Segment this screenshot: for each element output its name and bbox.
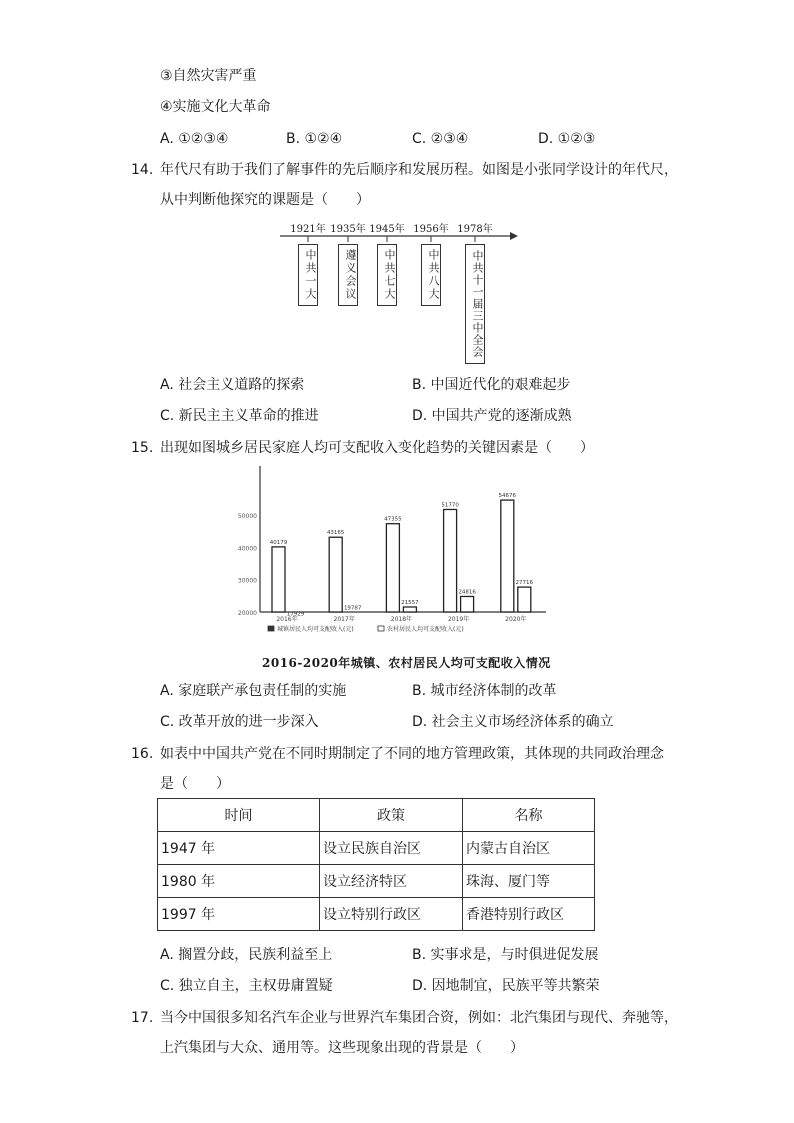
table-cell: 设立经济特区 [320, 865, 463, 898]
timeline-event-box: 中共八大 [421, 244, 441, 306]
q14-option-a[interactable]: A. 社会主义道路的探索 [160, 377, 305, 393]
bar-value-label: 43165 [326, 530, 345, 537]
q16-option-b[interactable]: B. 实事求是，与时俱进促发展 [412, 947, 599, 963]
table-cell: 设立民族自治区 [320, 832, 463, 865]
table-row [158, 865, 595, 898]
legend-swatch [268, 626, 274, 631]
q16-option-a[interactable]: A. 搁置分歧，民族利益至上 [160, 947, 333, 963]
q14-option-b[interactable]: B. 中国近代化的艰难起步 [412, 377, 571, 393]
bar-urban [329, 537, 342, 612]
timeline-year: 1921年 [290, 224, 326, 235]
q17-stem-line2: 上汽集团与大众、通用等。这些现象出现的背景是（ ） [160, 1040, 524, 1056]
q16-stem-line2: 是（ ） [160, 776, 230, 792]
timeline-year: 1935年 [330, 224, 366, 235]
table-cell: 1980 年 [158, 865, 320, 898]
table-cell: 设立特别行政区 [320, 898, 463, 931]
table-header-row [158, 799, 595, 832]
q17-number: 17. [131, 1010, 154, 1026]
q13-option-b[interactable]: B. ①②④ [286, 131, 343, 147]
q15-option-c[interactable]: C. 改革开放的进一步深入 [160, 714, 319, 730]
timeline-event-box: 中共一大 [298, 244, 318, 306]
legend-entry: 农村居民人均可支配收入(元) [387, 626, 464, 633]
timeline-event-box: 中共七大 [377, 244, 397, 306]
q13-item-4: ④实施文化大革命 [160, 99, 271, 115]
table-row [158, 832, 595, 865]
table-cell: 香港特别行政区 [463, 898, 595, 931]
bar-value-label: 47355 [384, 516, 402, 523]
q16-option-c[interactable]: C. 独立自主，主权毋庸置疑 [160, 978, 333, 994]
policy-table [157, 798, 595, 931]
q13-option-d[interactable]: D. ①②③ [538, 131, 596, 147]
table-header-cell: 时间 [158, 799, 320, 832]
table-row [158, 898, 595, 931]
x-tick-label: 2018年 [390, 616, 413, 623]
bar-urban [444, 509, 457, 612]
bar-rural [461, 596, 474, 612]
q16-stem-line1: 如表中中国共产党在不同时期制定了不同的地方管理政策，其体现的共同政治理念 [160, 746, 664, 762]
y-tick-label: 20000 [237, 610, 257, 617]
table-cell: 内蒙古自治区 [463, 832, 595, 865]
bar-value-label: 40179 [269, 539, 288, 546]
timeline-event-box: 遵义会议 [338, 244, 358, 306]
timeline-year: 1956年 [413, 224, 449, 235]
q14-option-d[interactable]: D. 中国共产党的逐渐成熟 [412, 408, 572, 424]
y-tick-label: 50000 [237, 513, 257, 521]
q15-option-b[interactable]: B. 城市经济体制的改革 [412, 683, 557, 699]
q14-option-c[interactable]: C. 新民主主义革命的推进 [160, 408, 319, 424]
y-tick-label: 40000 [237, 545, 257, 553]
timeline-year: 1945年 [369, 224, 405, 235]
q15-stem: 出现如图城乡居民家庭人均可支配收入变化趋势的关键因素是（ ） [160, 440, 594, 456]
timeline-event-box: 中共十一届三中全会 [465, 244, 485, 364]
bar-value-label: 27716 [515, 580, 534, 587]
legend-entry: 城镇居民人均可支配收入(元) [277, 626, 354, 633]
bar-value-label: 24816 [458, 589, 476, 596]
timeline-year: 1978年 [457, 224, 493, 235]
table-cell: 珠海、厦门等 [463, 865, 595, 898]
q14-stem-line2: 从中判断他探究的课题是（ ） [160, 192, 370, 208]
q14-number: 14. [131, 162, 154, 178]
bar-value-label: 21557 [401, 599, 419, 606]
q15-number: 15. [131, 440, 154, 456]
table-header-cell: 名称 [463, 799, 595, 832]
q15-option-a[interactable]: A. 家庭联产承包责任制的实施 [160, 683, 347, 699]
q14-stem-line1: 年代尺有助于我们了解事件的先后顺序和发展历程。如图是小张同学设计的年代尺， [160, 162, 678, 178]
x-tick-label: 2020年 [505, 616, 527, 623]
legend-swatch [378, 626, 384, 631]
bar-urban [272, 547, 285, 612]
q15-option-d[interactable]: D. 社会主义市场经济体系的确立 [412, 714, 614, 730]
income-bar-chart [228, 462, 563, 642]
bar-rural [518, 587, 531, 612]
bar-value-label: 19787 [343, 605, 362, 612]
q17-stem-line1: 当今中国很多知名汽车企业与世界汽车集团合资，例如：北汽集团与现代、奔驰等， [160, 1010, 678, 1026]
q16-number: 16. [131, 746, 154, 762]
table-cell: 1997 年 [158, 898, 320, 931]
q13-option-c[interactable]: C. ②③④ [412, 131, 469, 147]
q13-option-a[interactable]: A. ①②③④ [160, 131, 229, 147]
q16-option-d[interactable]: D. 因地制宜，民族平等共繁荣 [412, 978, 600, 994]
x-tick-label: 2017年 [333, 616, 355, 623]
y-tick-label: 30000 [237, 577, 257, 585]
chart-title: 2016-2020年城镇、农村居民人均可支配收入情况 [262, 656, 551, 670]
x-tick-label: 2016年 [276, 616, 298, 623]
table-header-cell: 政策 [320, 799, 463, 832]
bar-urban [386, 524, 399, 612]
bar-rural [403, 607, 416, 612]
bar-value-label: 54676 [498, 493, 517, 500]
table-cell: 1947 年 [158, 832, 320, 865]
bar-value-label: 51770 [441, 502, 459, 509]
bar-value-label: 17929 [286, 611, 305, 618]
timeline-arrow-icon [510, 232, 518, 240]
bar-urban [501, 500, 514, 612]
x-tick-label: 2019年 [447, 616, 470, 623]
q13-item-3: ③自然灾害严重 [160, 68, 257, 84]
